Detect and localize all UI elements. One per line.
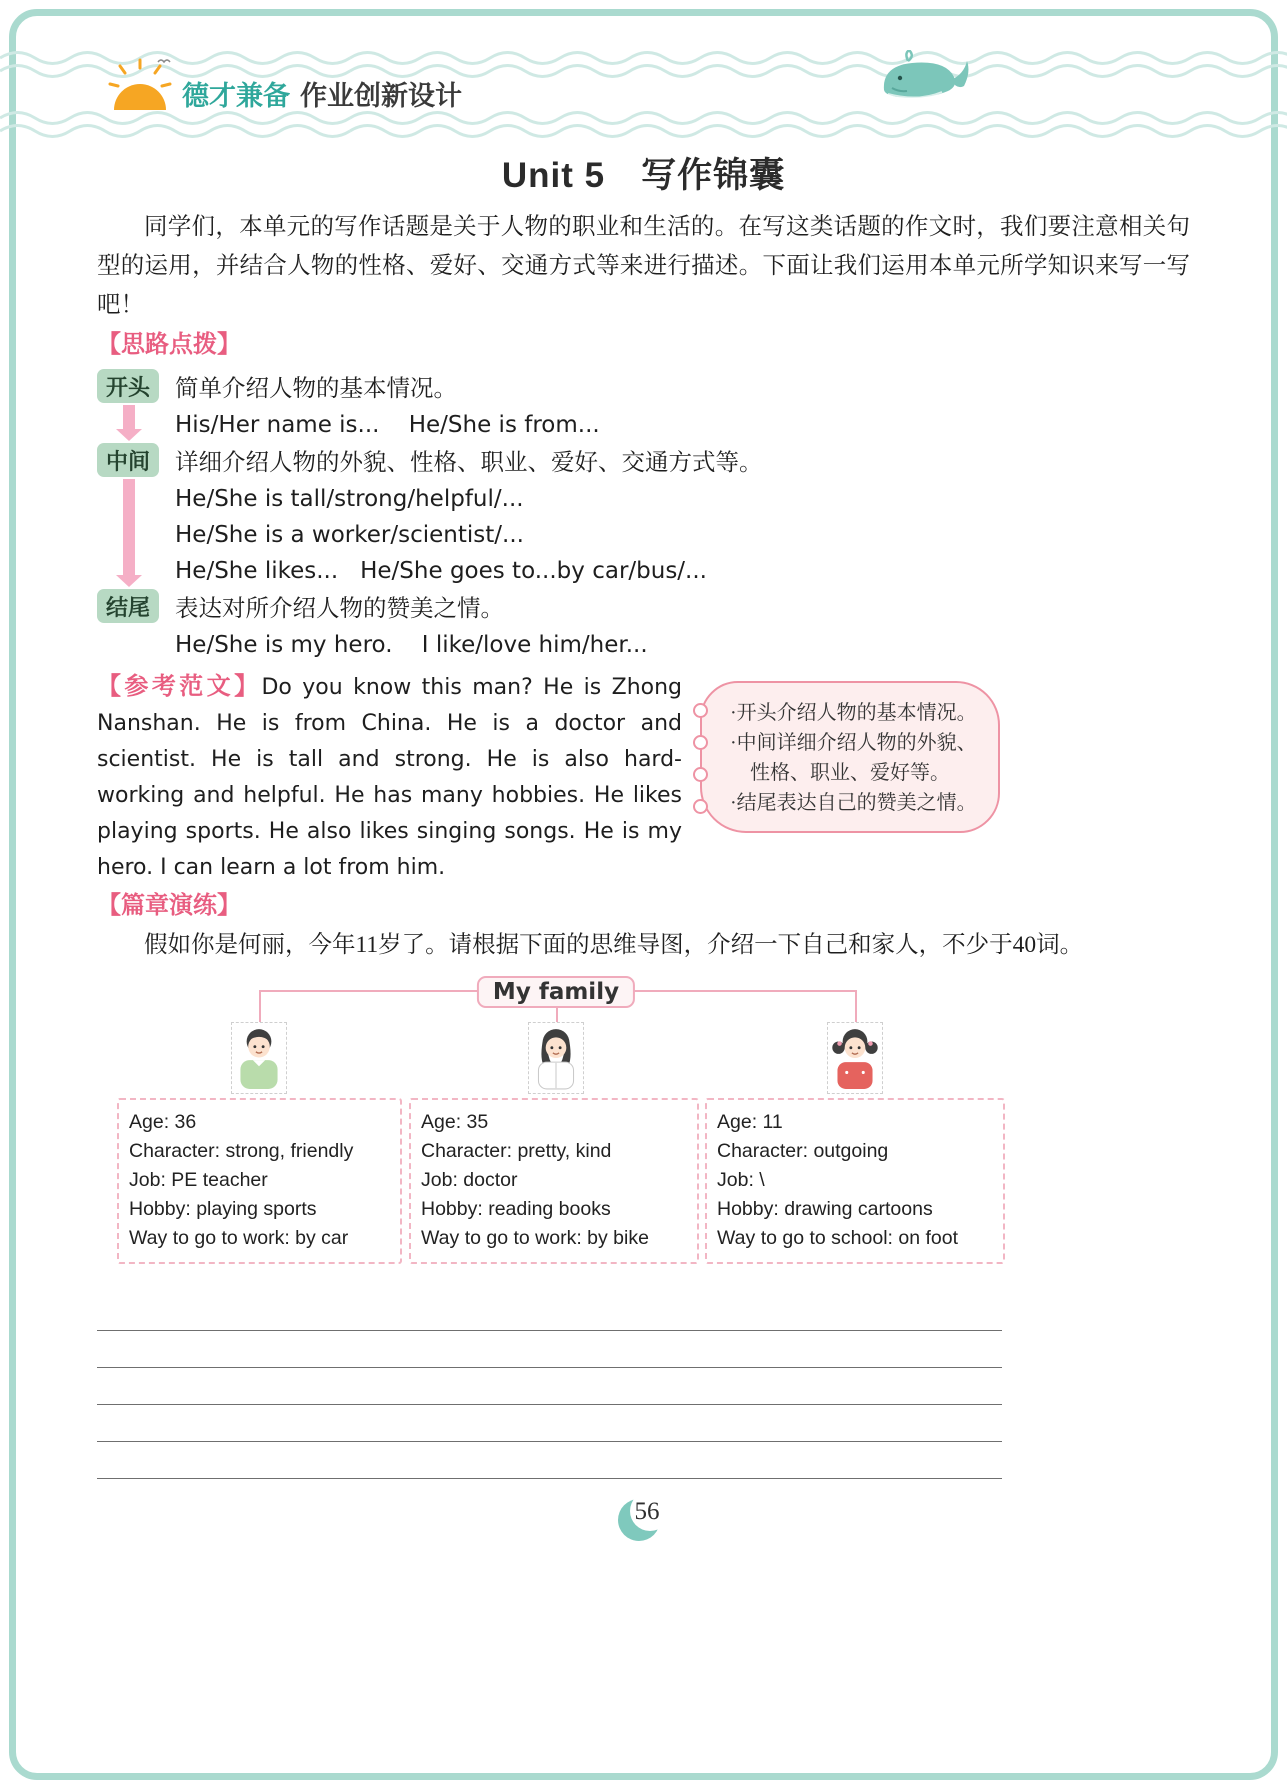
flow-row-middle — [97, 443, 1190, 477]
section-label-tips: 【思路点拨】 — [97, 331, 241, 358]
connector-vertical-left — [259, 990, 261, 1022]
writing-line — [97, 1368, 1002, 1405]
member-card-line: Character: pretty, kind — [421, 1140, 612, 1162]
spiral-loop-icon — [693, 799, 708, 814]
note-item: ·开头介绍人物的基本情况。 — [730, 702, 977, 724]
note-item: ·中间详细介绍人物的外貌、性格、职业、爱好等。 — [730, 732, 977, 784]
member-card-line: Job: \ — [717, 1169, 765, 1191]
member-card-line: Way to go to work: by bike — [421, 1227, 649, 1249]
brand-logo — [182, 74, 462, 113]
father-avatar — [231, 1022, 287, 1094]
writing-line — [97, 1294, 1002, 1331]
outline-flow — [97, 369, 1190, 663]
connector-vertical-center — [556, 1007, 558, 1022]
stage-desc-middle: 详细介绍人物的外貌、性格、职业、爱好、交通方式等。 — [175, 450, 763, 476]
mother-avatar — [528, 1022, 584, 1094]
page-header — [0, 0, 1287, 150]
spiral-loop-icon — [693, 703, 708, 718]
stage-box-middle: 中间 — [97, 443, 159, 477]
example-sentence: He/She is tall/strong/helpful/... — [175, 486, 524, 512]
down-arrow-icon — [116, 479, 142, 587]
section-label-sample: 【参考范文】 — [97, 673, 262, 700]
moon-icon — [615, 1492, 673, 1544]
page-content — [0, 154, 1287, 1479]
notes-callout — [700, 681, 1000, 833]
stage-desc-opening: 简单介绍人物的基本情况。 — [175, 376, 457, 402]
writing-line — [97, 1331, 1002, 1368]
practice-prompt: 假如你是何丽，今年11岁了。请根据下面的思维导图，介绍一下自己和家人，不少于40词。 — [144, 932, 1084, 958]
flow-row-opening — [97, 369, 1190, 403]
member-card-line: Age: 36 — [129, 1111, 197, 1133]
member-card-line: Hobby: playing sports — [129, 1198, 317, 1220]
mindmap-title: My family — [477, 976, 635, 1008]
sample-essay-text: Do you know this man? He is Zhong Nanshan. He is from China. He is a doctor and scientist. He is tall and strong. He is also hard-working and helpful. He has many hobbies. He likes playing sports. He also likes singing songs. He is my hero. I can learn a lot from him. — [97, 675, 683, 880]
whale-icon — [872, 50, 977, 117]
section-label-practice: 【篇章演练】 — [97, 892, 241, 919]
down-arrow-icon — [116, 405, 142, 441]
page-footer — [0, 1492, 1287, 1549]
sample-essay — [97, 669, 682, 886]
member-card-line: Job: PE teacher — [129, 1169, 268, 1191]
spiral-loop-icon — [693, 767, 708, 782]
member-card-line: Way to go to work: by car — [129, 1227, 349, 1249]
flow-row-ending — [97, 589, 1190, 623]
example-sentence: He/She likes... He/She goes to...by car/bus/... — [175, 558, 707, 584]
writing-lines — [97, 1294, 1002, 1479]
member-card-line: Hobby: drawing cartoons — [717, 1198, 933, 1220]
page-title: Unit 5 写作锦囊 — [501, 156, 786, 195]
sample-section — [97, 669, 1190, 886]
intro-paragraph: 同学们，本单元的写作话题是关于人物的职业和生活的。在写这类话题的作文时，我们要注意相关句型的运用，并结合人物的性格、爱好、交通方式等来进行描述。下面让我们运用本单元所学知识来写一写吧！ — [97, 214, 1190, 318]
member-card-line: Character: outgoing — [717, 1140, 889, 1162]
daughter-avatar — [827, 1022, 883, 1094]
member-card-line: Hobby: reading books — [421, 1198, 611, 1220]
member-card-father — [117, 1098, 402, 1264]
stage-box-ending: 结尾 — [97, 589, 159, 623]
example-sentence: His/Her name is... He/She is from... — [175, 412, 600, 438]
member-card-line: Character: strong, friendly — [129, 1140, 354, 1162]
page-number: 56 — [634, 1498, 660, 1525]
writing-line — [97, 1442, 1002, 1479]
connector-vertical-right — [855, 990, 857, 1022]
member-card-line: Way to go to school: on foot — [717, 1227, 958, 1249]
spiral-loop-icon — [693, 735, 708, 750]
stage-box-opening: 开头 — [97, 369, 159, 403]
note-item: ·结尾表达自己的赞美之情。 — [730, 792, 977, 814]
sun-icon — [100, 54, 180, 119]
member-card-line: Job: doctor — [421, 1169, 518, 1191]
family-mindmap — [97, 976, 1190, 1268]
member-card-daughter — [705, 1098, 1005, 1264]
brand-primary: 德才兼备 — [182, 81, 290, 111]
example-sentence: He/She is my hero. I like/love him/her... — [175, 632, 648, 658]
member-card-mother — [409, 1098, 699, 1264]
stage-desc-ending: 表达对所介绍人物的赞美之情。 — [175, 596, 504, 622]
brand-secondary: 作业创新设计 — [300, 81, 462, 111]
writing-line — [97, 1405, 1002, 1442]
member-card-line: Age: 35 — [421, 1111, 489, 1133]
member-card-line: Age: 11 — [717, 1111, 783, 1133]
example-sentence: He/She is a worker/scientist/... — [175, 522, 524, 548]
